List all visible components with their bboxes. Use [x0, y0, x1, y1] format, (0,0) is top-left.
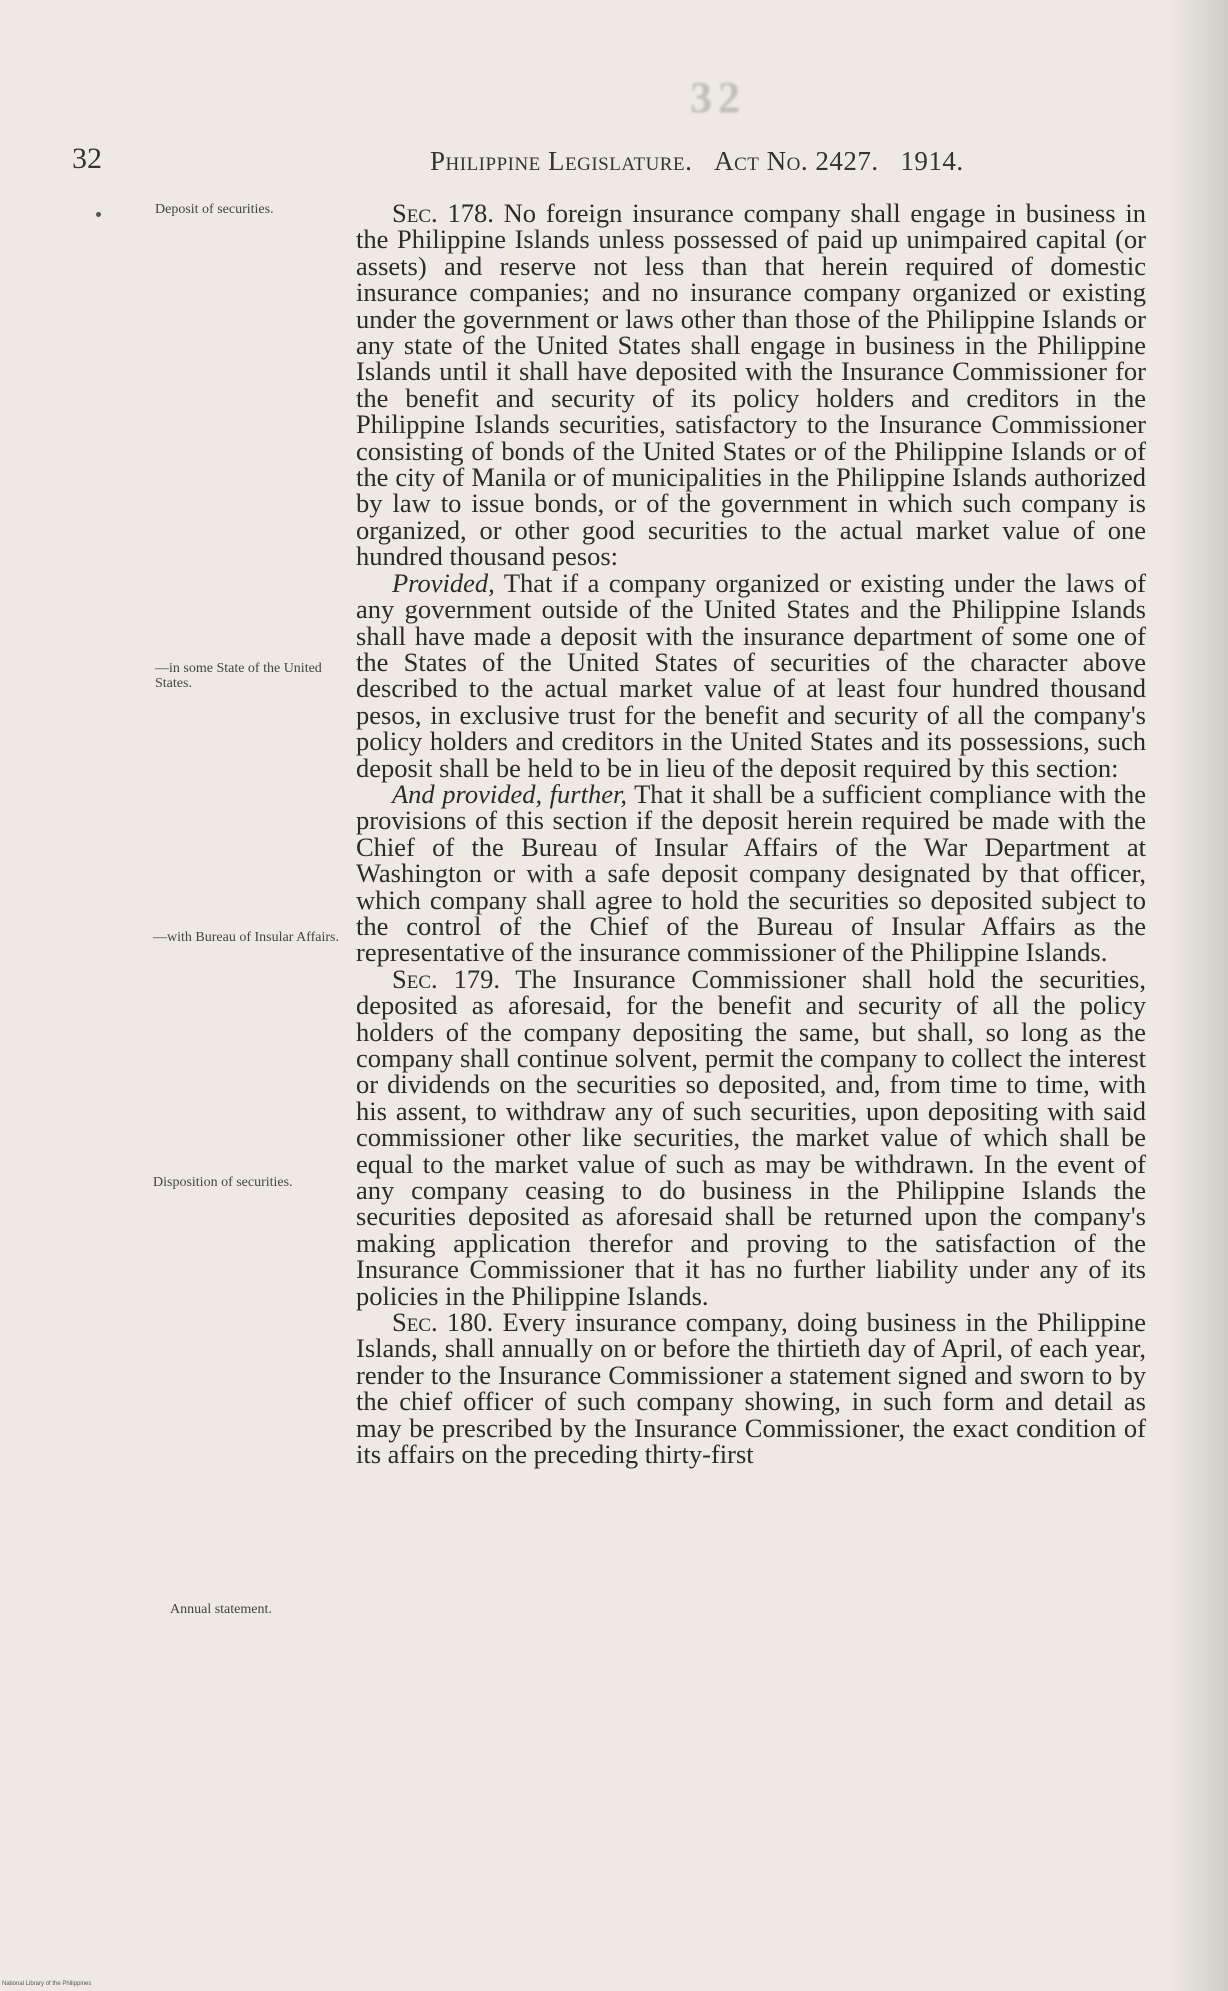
margin-note-annual: Annual statement. [170, 1602, 272, 1617]
section-179-heading: Sec. 179. [392, 963, 500, 994]
library-credit: National Library of the Philippines [2, 1981, 92, 1987]
proviso-2-text: That it shall be a sufficient compliance with the provisions of this section if the deposit herein required be made with the Chief of the Bureau of Insular Affairs of the War Department at Washington or with a safe deposit company designated by that officer, which company shall agree to hold the securities so deposited subject to the control of the Chief of the Bureau of Insular Affairs as the representative of the insurance commissioner of the Philippine Islands. [356, 778, 1146, 968]
section-180-text: Every insurance company, doing business in the Philippine Islands, shall annually on or before the thirtieth day of April, of each year, render to the Insurance Commissioner a statement signed and sworn to by the chief officer of such company showing, in such form and detail as may be prescribed by the Insurance Commissioner, the exact condition of its affairs on the preceding thirty-first [356, 1307, 1146, 1470]
proviso-1-lead: Provided, [392, 567, 495, 598]
section-178-text: No foreign insurance company shall engage in business in the Philippine Islands unless possessed of paid up unimpaired capital (or assets) and reserve not less than that herein required of domestic insurance companies; and no insurance company organized or existing under the government or laws other than those of the Philippine Islands or any state of the United States shall engage in business in the Philippine Islands until it shall have deposited with the Insurance Commissioner for the benefit and security of its policy holders and creditors in the Philippine Islands securities, satisfactory to the Insurance Commissioner consisting of bonds of the United States or of the Philippine Islands or of the city of Manila or of municipalities in the Philippine Islands authorized by law to issue bonds, or of the government in which such company is organized, or other good securities to the actual market value of one hundred thousand pesos: [356, 198, 1146, 572]
proviso-2-lead: And provided, further, [392, 778, 627, 809]
section-179-text: The Insurance Commissioner shall hold the securities, deposited as aforesaid, for the benefit and security of all the policy holders of the company depositing the same, but shall, so long as the company shall continue solvent, permit the company to collect the interest or dividends on the securities so deposited, and, from time to time, with his assent, to withdraw any of such securities, upon depositing with said commissioner other like securities, the market value of which shall be equal to the market value of such as may be withdrawn. In the event of any company ceasing to do business in the Philippine Islands the securities deposited as aforesaid shall be returned upon the company's making application therefor and proving to the satisfaction of the Insurance Commissioner that it has no further liability under any of its policies in the Philippine Islands. [356, 963, 1146, 1311]
margin-bullet [96, 212, 101, 217]
proviso-2 [356, 778, 1146, 968]
section-179 [356, 963, 1146, 1311]
page-edge-shadow [1168, 0, 1228, 1991]
faded-page-stamp: 32 [690, 73, 746, 122]
running-head-year: 1914. [900, 146, 964, 176]
section-180-heading: Sec. 180. [392, 1307, 494, 1338]
margin-note-state: —in some State of the United States. [155, 661, 322, 691]
running-head-act: Act No. 2427. [714, 146, 879, 176]
section-180 [356, 1307, 1146, 1470]
proviso-1 [356, 567, 1146, 783]
section-text-block [356, 200, 1146, 1468]
margin-note-disposition: Disposition of securities. [153, 1175, 293, 1190]
margin-note-bureau: —with Bureau of Insular Affairs. [153, 930, 339, 945]
section-178-heading: Sec. 178. [392, 198, 494, 228]
margin-note-deposit: Deposit of securities. [155, 202, 274, 217]
section-178 [356, 200, 1146, 570]
page-number: 32 [72, 142, 102, 175]
proviso-1-text: That if a company organized or existing under the laws of any government outside of the United States and the Philippine Islands shall have made a deposit with the insurance department of some one of the States of the United States of securities of the character above described to the actual market value of at least four hundred thousand pesos, in exclusive trust for the benefit and security of all the company's policy holders and creditors in the United States and its possessions, such deposit shall be held to be in lieu of the deposit required by this section: [356, 567, 1146, 783]
running-head [430, 146, 964, 177]
running-head-title: Philippine Legislature. [430, 146, 693, 176]
